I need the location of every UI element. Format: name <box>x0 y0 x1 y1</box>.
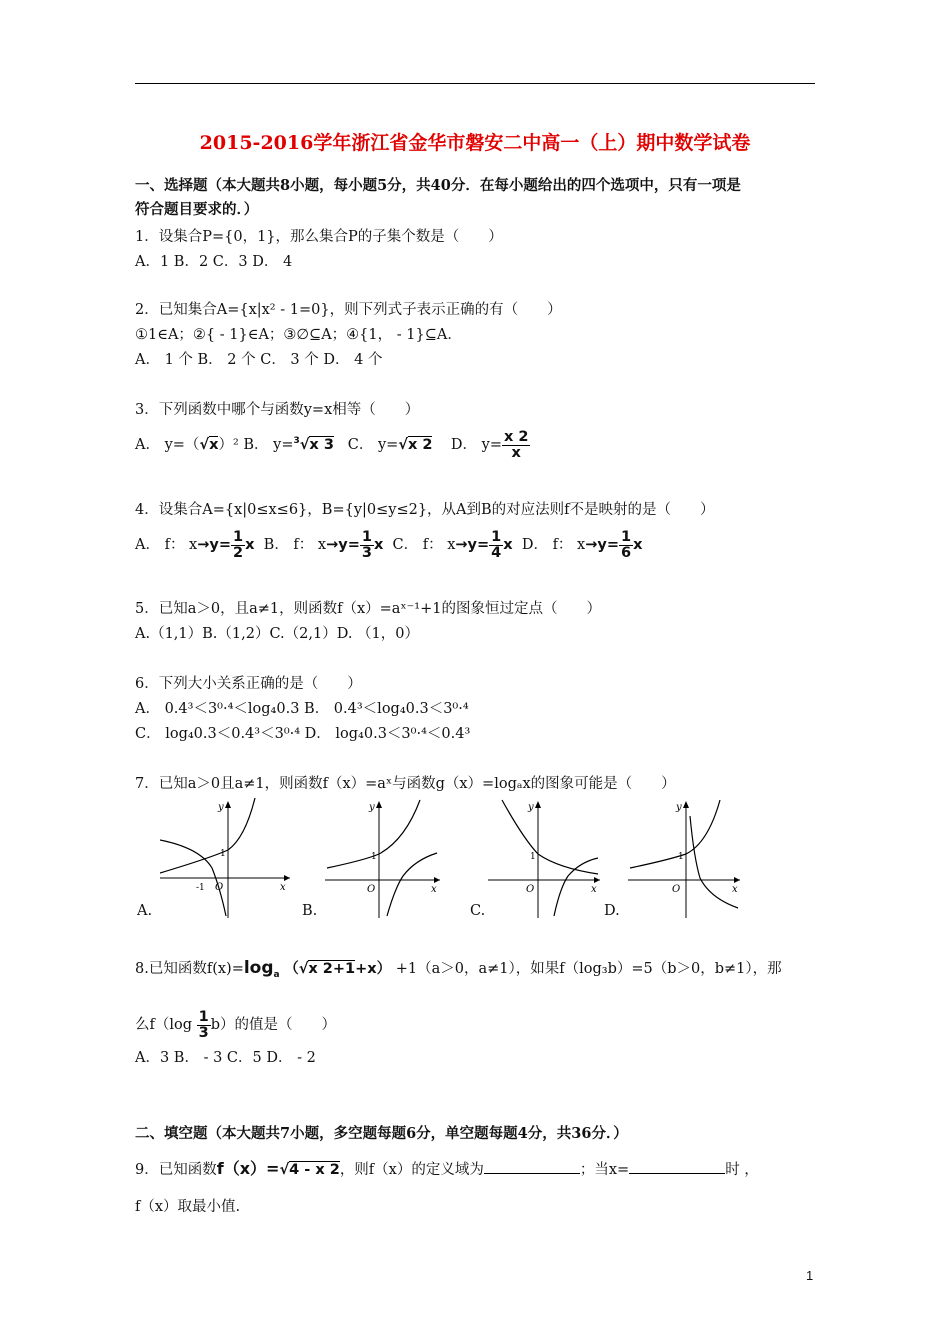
q4-d-var: x <box>633 537 643 553</box>
q8-line2 <box>135 1010 336 1046</box>
q9-func: f（x）= <box>216 1159 280 1178</box>
q7-d-o: O <box>672 884 681 895</box>
page-title: 2015-2016学年浙江省金华市磐安二中高一（上）期中数学试卷 <box>199 132 751 154</box>
section2-heading: 二、填空题（本大题共7小题，多空题每题6分，单空题每题4分，共36分．） <box>135 1125 628 1142</box>
q4-a-var: x <box>245 537 255 553</box>
q7-b-one: 1 <box>371 852 377 862</box>
q9-pre: 9．已知函数 <box>135 1162 217 1178</box>
q7-label-a: A. <box>137 903 153 919</box>
q7-c-x: x <box>591 884 597 895</box>
section1-heading-2: 符合题目要求的．） <box>135 201 259 218</box>
q7-c-y: y <box>528 802 534 813</box>
q8-stem-post: +1（a＞0，a≠1），如果f（log₃b）=5（b＞0，b≠1），那 <box>395 961 782 977</box>
q9-blank-1[interactable] <box>484 1158 580 1174</box>
q9-radical: √4 - x 2 <box>279 1162 340 1178</box>
q4-options <box>135 530 642 570</box>
q4-c-pre: C． f： x <box>392 537 456 553</box>
q4-a-arrow: →y= <box>197 537 231 553</box>
q3-d-pre: D． y= <box>450 437 502 453</box>
q7-a-x: x <box>280 882 286 893</box>
q4-b-frac: $\frac{1}{3}$ <box>361 529 372 561</box>
q3-a-pre: A． y=（ <box>135 437 200 453</box>
q3-b-radical: $^3$√x 3 <box>293 436 334 453</box>
q2-stem: 2．已知集合A={x|x² - 1=0}，则下列式子表示正确的有（ ） <box>135 302 562 318</box>
q2-items: ①1∈A；②{ - 1}∈A；③∅⊆A；④{1， - 1}⊆A． <box>135 327 462 343</box>
q3-a-post: ）² B． y= <box>218 437 294 453</box>
q9-blank-2[interactable] <box>629 1158 725 1174</box>
q7-b-x: x <box>431 884 437 895</box>
q4-b-var: x <box>373 537 384 553</box>
q1-stem: 1．设集合P={0，1}，那么集合P的子集个数是（ ） <box>135 229 503 245</box>
q7-a-o: O <box>215 882 224 893</box>
q4-d-pre: D． f： x <box>521 537 586 553</box>
q7-graph-a <box>160 798 295 920</box>
q3-c-radical: √x 2 <box>398 437 433 453</box>
q3-options <box>135 430 530 470</box>
q7-label-b: B. <box>302 903 318 919</box>
q7-c-one: 1 <box>530 852 536 862</box>
q7-graph-d <box>628 798 746 920</box>
q7-d-one: 1 <box>678 852 684 862</box>
q7-graph-b <box>325 798 445 920</box>
q8-line2-frac: $\frac{1}{3}$ <box>198 1009 209 1041</box>
q9-mid2: ；当x= <box>579 1162 630 1178</box>
q8-line2-post: b）的值是（ ） <box>210 1017 337 1033</box>
q8-line1 <box>135 958 782 984</box>
q7-graph-c <box>488 798 608 920</box>
q7-a-y: y <box>218 802 224 813</box>
q9-end: 时 ， <box>725 1162 759 1178</box>
q4-c-arrow: →y= <box>455 537 490 553</box>
q7-c-o: O <box>526 884 535 895</box>
q4-stem: 4．设集合A={x|0≤x≤6}，B={y|0≤y≤2}，从A到B的对应法则f不是映射的是（ ） <box>135 502 715 518</box>
q4-c-frac: $\frac{1}{4}$ <box>491 529 502 561</box>
q7-stem: 7．已知a＞0且a≠1，则函数f（x）=aˣ与函数g（x）=logₐx的图象可能是（ ） <box>135 776 676 792</box>
q8-log: log <box>243 958 274 978</box>
q4-a-pre: A． f： x <box>135 537 198 553</box>
q7-a-negone: -1 <box>196 883 205 893</box>
q7-d-x: x <box>732 884 738 895</box>
q7-label-c: C. <box>470 903 486 919</box>
q6-line2: C． log₄0.3＜0.4³＜3⁰·⁴ D． log₄0.3＜3⁰·⁴＜0.4³ <box>135 726 471 742</box>
header-rule <box>135 83 815 84</box>
q7-a-one: 1 <box>220 849 226 859</box>
q7-b-y: y <box>369 802 375 813</box>
q2-options: A． 1 个 B． 2 个 C． 3 个 D． 4 个 <box>135 352 383 368</box>
q9-line1 <box>135 1158 759 1184</box>
q8-log-base: a <box>273 969 280 980</box>
q4-b-pre: B． f： x <box>263 537 327 553</box>
q8-line2-pre: 么f（log <box>135 1017 193 1033</box>
q5-stem: 5．已知a＞0，且a≠1，则函数f（x）=aˣ⁻¹+1的图象恒过定点（ ） <box>135 601 601 617</box>
q8-radical: （√x 2+1+x） <box>284 961 392 977</box>
q4-a-frac: $\frac{1}{2}$ <box>233 529 244 561</box>
q7-d-y: y <box>676 802 682 813</box>
q3-d-fraction: $\frac{x 2}{x}$ <box>503 429 529 461</box>
section1-heading-1: 一、选择题（本大题共8小题，每小题5分，共40分．在每小题给出的四个选项中，只有一项是 <box>135 177 741 194</box>
q4-c-var: x <box>503 537 513 553</box>
q7-b-o: O <box>367 884 376 895</box>
q8-options: A．3 B． - 3 C．5 D． - 2 <box>135 1050 316 1066</box>
q9-line2: f（x）取最小值. <box>135 1199 241 1215</box>
q3-c-pre: C． y= <box>347 437 399 453</box>
q6-line1: A． 0.4³＜3⁰·⁴＜log₄0.3 B． 0.4³＜log₄0.3＜3⁰·⁴ <box>135 701 469 717</box>
page-number: 1 <box>806 1268 814 1283</box>
q6-stem: 6．下列大小关系正确的是（ ） <box>135 676 362 692</box>
q3-stem: 3．下列函数中哪个与函数y=x相等（ ） <box>135 402 420 418</box>
q1-options: A．1 B．2 C．3 D． 4 <box>135 254 293 270</box>
q7-label-d: D. <box>604 903 620 919</box>
q5-options: A.（1,1）B.（1,2）C.（2,1）D. （1，0） <box>135 626 419 642</box>
q3-a-radical: √x <box>199 437 219 453</box>
q4-d-arrow: →y= <box>585 537 619 553</box>
q8-stem-pre: 8.已知函数f(x)= <box>135 961 244 977</box>
q4-b-arrow: →y= <box>326 537 360 553</box>
q9-mid: ，则f（x）的定义域为 <box>339 1162 484 1178</box>
q4-d-frac: $\frac{1}{6}$ <box>620 529 632 561</box>
